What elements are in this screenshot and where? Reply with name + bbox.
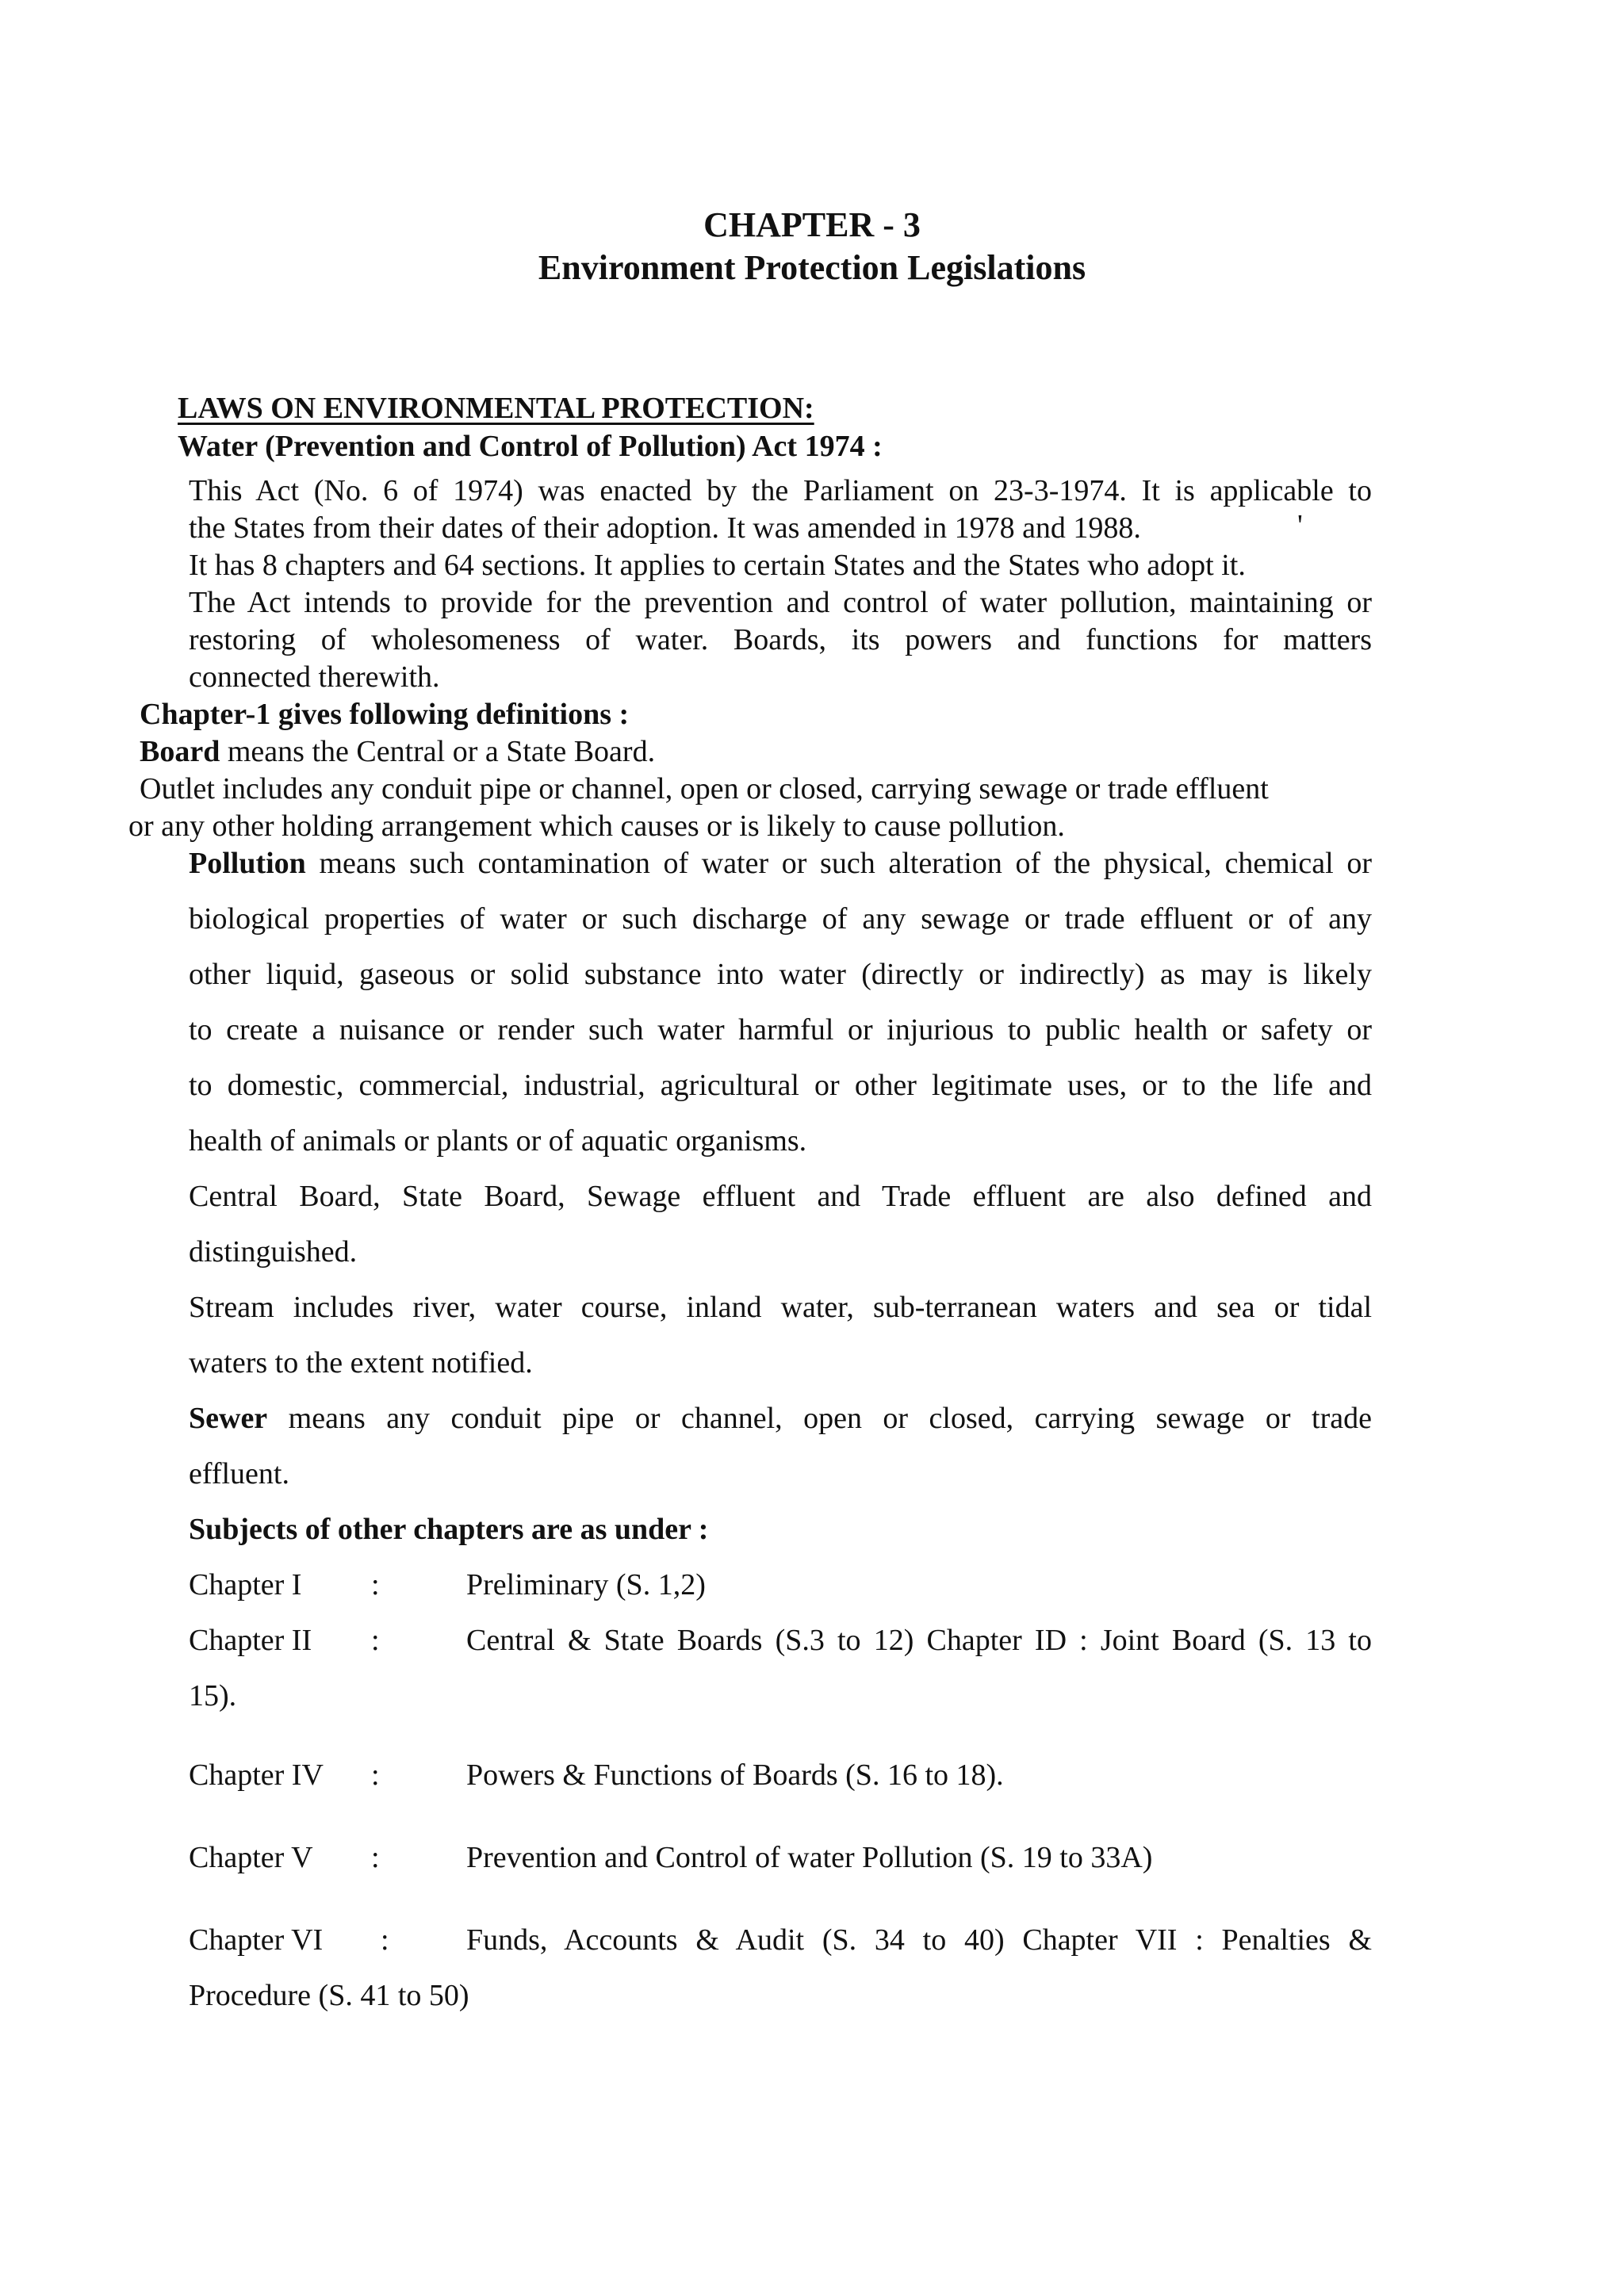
chapter-label: Chapter V	[189, 1841, 313, 1874]
term-pollution: Pollution	[189, 847, 306, 880]
pollution-line: to create a nuisance or render such water harmful or injurious to public health or safety or	[189, 1013, 1372, 1047]
central-board-cont: distinguished.	[189, 1235, 358, 1269]
board-text: means the Central or a State Board.	[220, 735, 656, 768]
chapter-label: Chapter II	[189, 1624, 312, 1657]
pollution-line: health of animals or plants or of aquatic organisms.	[189, 1124, 807, 1158]
chapter-desc-cont: Procedure (S. 41 to 50)	[189, 1979, 469, 2012]
definition-outlet-cont: or any other holding arrangement which causes or is likely to cause pollution.	[128, 809, 1065, 843]
pollution-line: other liquid, gaseous or solid substance into water (directly or indirectly) as may is likely	[189, 958, 1372, 991]
chapter-desc-cont: 15).	[189, 1679, 237, 1712]
chapter-colon: :	[371, 1568, 380, 1601]
page-title: Environment Protection Legislations	[538, 248, 1086, 287]
definition-pollution	[189, 845, 1372, 882]
act-title: Water (Prevention and Control of Pollution) Act 1974 :	[178, 430, 883, 463]
pollution-line: biological properties of water or such discharge of any sewage or trade effluent or of any	[189, 902, 1372, 936]
intro-line: the States from their dates of their adoption. It was amended in 1978 and 1988.	[189, 511, 1141, 545]
chapter-desc: Prevention and Control of water Pollution (S. 19 to 33A)	[466, 1841, 1153, 1874]
intro-line: It has 8 chapters and 64 sections. It applies to certain States and the States who adopt it.	[189, 549, 1246, 582]
chapter-desc: Central & State Boards (S.3 to 12) Chapter ID : Joint Board (S. 13 to	[466, 1624, 1372, 1657]
sewer-cont: effluent.	[189, 1457, 289, 1490]
chapter-label: Chapter I	[189, 1568, 302, 1601]
intro-line: This Act (No. 6 of 1974) was enacted by the Parliament on 23-3-1974. It is applicable to	[189, 474, 1372, 507]
pollution-text: means such contamination of water or such alteration of the physical, chemical or	[305, 847, 1372, 880]
subjects-heading: Subjects of other chapters are as under :	[189, 1513, 709, 1546]
definition-central-board: Central Board, State Board, Sewage effluent and Trade effluent are also defined and	[189, 1180, 1372, 1213]
intro-line: The Act intends to provide for the prevention and control of water pollution, maintaining or	[189, 586, 1372, 619]
chapter-label: Chapter VI	[189, 1923, 324, 1957]
stream-cont: waters to the extent notified.	[189, 1346, 533, 1380]
term-board: Board	[140, 735, 220, 768]
chapter-desc: Funds, Accounts & Audit (S. 34 to 40) Chapter VII : Penalties &	[466, 1923, 1372, 1957]
chapter-colon: :	[381, 1923, 389, 1957]
chapter-label: Chapter IV	[189, 1758, 324, 1792]
stray-mark: '	[1297, 509, 1303, 542]
chapter-colon: :	[371, 1841, 380, 1874]
chapter-colon: :	[371, 1624, 380, 1657]
definition-outlet: Outlet includes any conduit pipe or channel, open or closed, carrying sewage or trade effluent	[140, 772, 1269, 806]
intro-line: restoring of wholesomeness of water. Boards, its powers and functions for matters	[189, 623, 1372, 656]
definitions-heading: Chapter-1 gives following definitions :	[140, 698, 630, 731]
chapter-number: CHAPTER - 3	[703, 205, 921, 244]
definition-sewer	[189, 1400, 1372, 1437]
term-sewer: Sewer	[189, 1402, 268, 1435]
chapter-desc: Preliminary (S. 1,2)	[466, 1568, 706, 1601]
definition-stream: Stream includes river, water course, inland water, sub-terranean waters and sea or tidal	[189, 1291, 1372, 1324]
pollution-line: to domestic, commercial, industrial, agricultural or other legitimate uses, or to the life and	[189, 1069, 1372, 1102]
chapter-desc: Powers & Functions of Boards (S. 16 to 18).	[466, 1758, 1004, 1792]
chapter-colon: :	[371, 1758, 380, 1792]
definition-board	[140, 733, 655, 770]
section-heading: LAWS ON ENVIRONMENTAL PROTECTION:	[178, 392, 814, 425]
sewer-text: means any conduit pipe or channel, open or closed, carrying sewage or trade	[267, 1402, 1372, 1435]
intro-line: connected therewith.	[189, 660, 440, 694]
